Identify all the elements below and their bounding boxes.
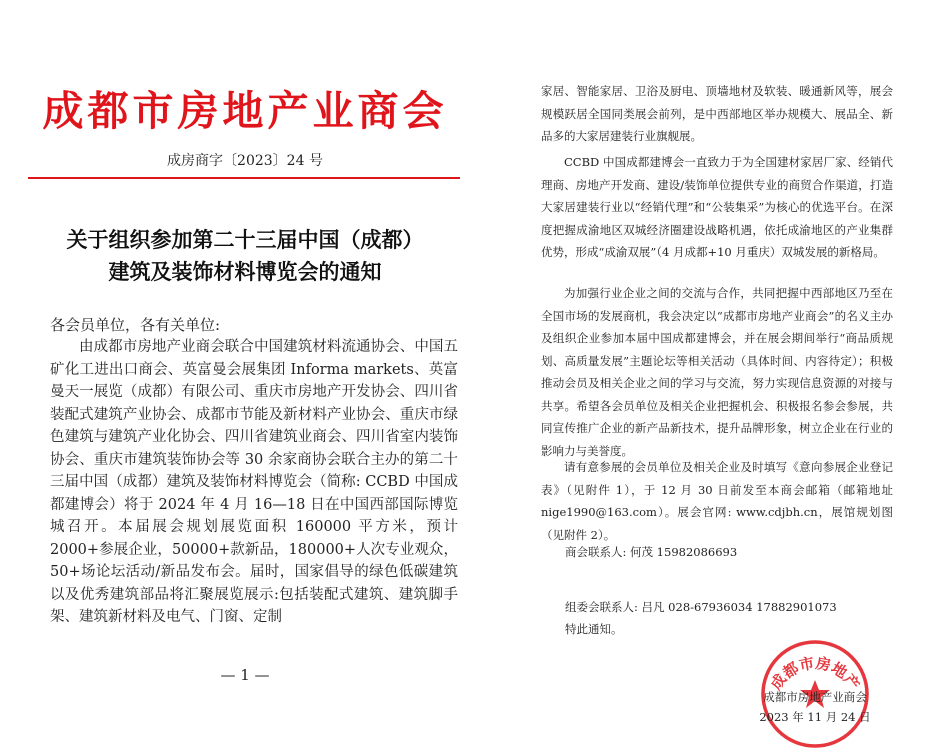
closing-remark: 特此通知。 bbox=[565, 622, 623, 636]
page-number: — 1 — bbox=[220, 666, 270, 684]
notice-title-line-2: 建筑及装饰材料博览会的通知 bbox=[108, 259, 382, 284]
letterhead-divider bbox=[28, 177, 460, 179]
signing-date: 2023 年 11 月 24 日 bbox=[759, 710, 871, 724]
chamber-contact: 商会联系人: 何茂 15982086693 bbox=[565, 545, 738, 559]
seal-text: 成都市房地产 bbox=[766, 654, 864, 694]
committee-contact: 组委会联系人: 吕凡 028-67936034 17882901073 bbox=[565, 600, 837, 614]
salutation: 各会员单位，各有关单位: bbox=[50, 316, 221, 334]
notice-title-line-1: 关于组织参加第二十三届中国（成都） bbox=[66, 227, 424, 252]
body-paragraph-3: CCBD 中国成都建博会一直致力于为全国建材家居厂家、经销代理商、房地产开发商、建设/装饰单位提供专业的商贸合作渠道，打造大家居建装行业以“经销代理”和“公装集采”为核心的优选平台。在深度把握成渝地区双城经济圈建设战略机遇，依托成渝地区的产业集群优势，形成“成渝双展”（4 月成都+10 月重庆）双城发展的新格局。 bbox=[541, 155, 893, 259]
org-letterhead-title: 成都市房地产业商会 bbox=[42, 87, 448, 135]
signer-organization: 成都市房地产业商会 bbox=[763, 690, 867, 704]
body-paragraph-1: 由成都市房地产业商会联合中国建筑材料流通协会、中国五矿化工进出口商会、英富曼会展集团 Informa markets、英富曼天一展览（成都）有限公司、重庆市房地产开发协会、四川省装配式建筑产业协会、成都市节能及新材料产业协会、重庆市绿色建筑与建筑产业化协会、四川省建筑业商会、四川省室内装饰协会、重庆市建筑装饰协会等 30 余家商协会联合主办的第二十三届中国（成都）建筑及装饰材料博览会（简称: CCBD 中国成都建博会）将于 2024 年 4 月 16—18 日在中国西部国际博览城召开。本届展会规划展览面积 160000 平方米，预计 2000+参展企业，50000+款新品，180000+人次专业观众，50+场论坛活动/新品发布会。届时，国家倡导的绿色低碳建筑以及优秀建筑部品将汇聚展览展示:包括装配式建筑、建筑脚手架、建筑新材料及电气、门窗、定制 bbox=[50, 339, 458, 625]
signature-block bbox=[750, 687, 880, 727]
document-number: 成房商字〔2023〕24 号 bbox=[167, 153, 323, 169]
body-paragraph-2: 家居、智能家居、卫浴及厨电、顶墙地材及软装、暖通新风等，展会规模跃居全国同类展会前列，是中西部地区举办规模大、展品全、新品多的大家居建装行业旗舰展。 bbox=[541, 84, 893, 143]
notice-title bbox=[30, 224, 460, 288]
body-paragraph-4: 为加强行业企业之间的交流与合作，共同把握中西部地区乃至在全国市场的发展商机，我会决定以“成都市房地产业商会”的名义主办及组织企业参加本届中国成都建博会，并在展会期间举行“商品质规划、高质量发展”主题论坛等相关活动（具体时间、内容待定）；积极推动会员及相关企业之间的学习与交流，努力实现信息资源的对接与共享。希望各会员单位及相关企业把握机会、积极报名参会参展，共同宣传推广企业的新产品新技术，提升品牌形象，树立企业在行业的影响力与美誉度。 bbox=[541, 286, 893, 458]
body-paragraph-5: 请有意参展的会员单位及相关企业及时填写《意向参展企业登记表》（见附件 1），于 12 月 30 日前发至本商会邮箱（邮箱地址 nige1990@163.com）。展会官网: www.cdjbh.cn，展馆规划图（见附件 2）。 bbox=[541, 460, 893, 542]
